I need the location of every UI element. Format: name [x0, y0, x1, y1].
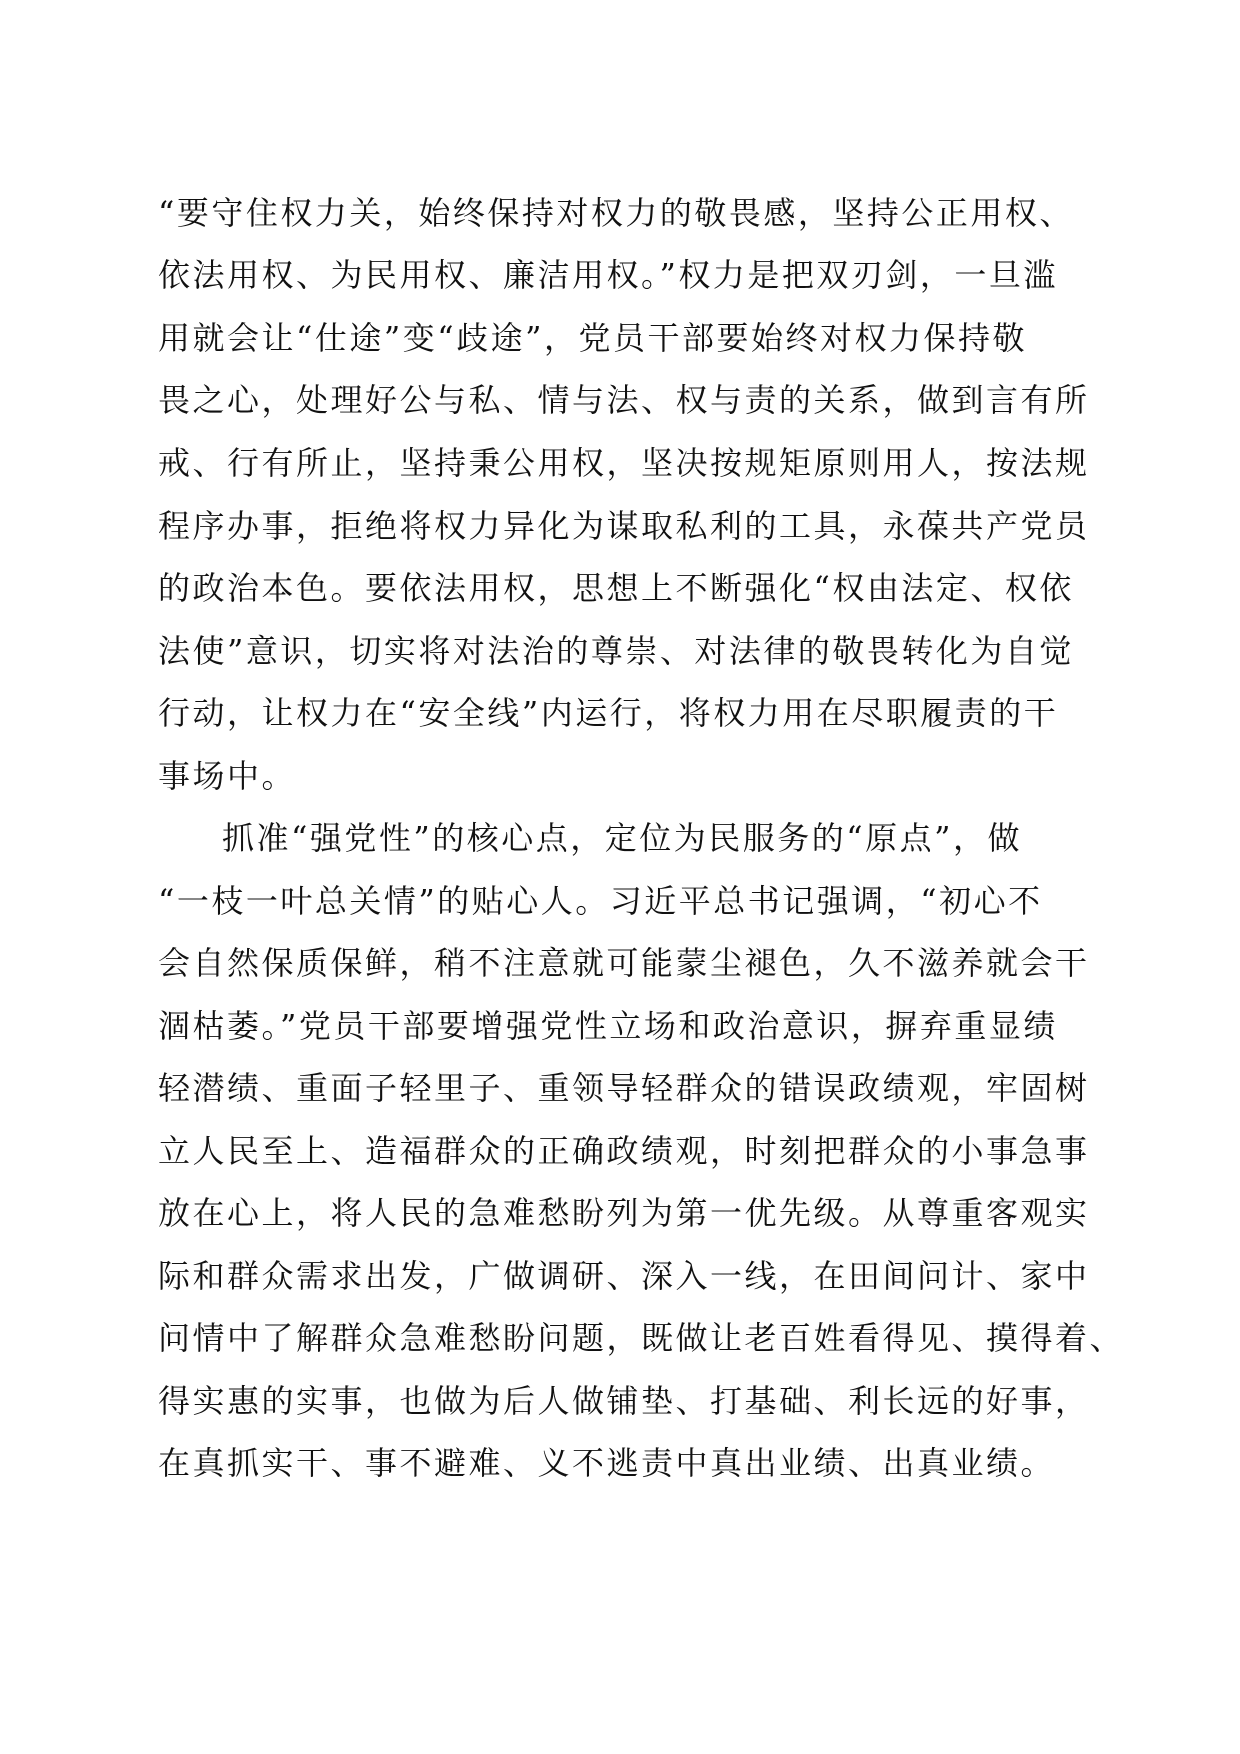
text-line: 事场中。: [158, 757, 297, 795]
text-line: 得实惠的实事，也做为后人做铺垫、打基础、利长远的好事，: [158, 1382, 1090, 1420]
text-line: 在真抓实干、事不避难、义不逃责中真出业绩、出真业绩。: [158, 1444, 1056, 1482]
text-line: 戒、行有所止，坚持秉公用权，坚决按规矩原则用人，按法规: [158, 444, 1090, 482]
text-line: 行动，让权力在“安全线”内运行，将权力用在尽职履责的干: [158, 694, 1059, 732]
text-line: 问情中了解群众急难愁盼问题，既做让老百姓看得见、摸得着、: [158, 1319, 1125, 1357]
text-line: 轻潜绩、重面子轻里子、重领导轻群众的错误政绩观，牢固树: [158, 1069, 1090, 1107]
text-line: 的政治本色。要依法用权，思想上不断强化“权由法定、权依: [158, 569, 1074, 607]
text-line: “一枝一叶总关情”的贴心人。习近平总书记强调，“初心不: [158, 882, 1043, 920]
text-line: “要守住权力关，始终保持对权力的敬畏感，坚持公正用权、: [158, 194, 1074, 232]
text-line: 用就会让“仕途”变“歧途”，党员干部要始终对权力保持敬: [158, 319, 1027, 357]
text-line: 依法用权、为民用权、廉洁用权。”权力是把双刃剑，一旦滥: [158, 256, 1058, 294]
text-line: 涸枯萎。”党员干部要增强党性立场和政治意识，摒弃重显绩: [158, 1007, 1058, 1045]
text-line: 立人民至上、造福群众的正确政绩观，时刻把群众的小事急事: [158, 1132, 1090, 1170]
text-line: 际和群众需求出发，广做调研、深入一线，在田间问计、家中: [158, 1257, 1090, 1295]
text-line: 放在心上，将人民的急难愁盼列为第一优先级。从尊重客观实: [158, 1194, 1090, 1232]
text-line: 程序办事，拒绝将权力异化为谋取私利的工具，永葆共产党员: [158, 507, 1090, 545]
text-line: 会自然保质保鲜，稍不注意就可能蒙尘褪色，久不滋养就会干: [158, 944, 1090, 982]
text-line: 畏之心，处理好公与私、情与法、权与责的关系，做到言有所: [158, 381, 1090, 419]
paragraph-first-line: 抓准“强党性”的核心点，定位为民服务的“原点”，做: [222, 819, 1022, 857]
text-line: 法使”意识，切实将对法治的尊崇、对法律的敬畏转化为自觉: [158, 632, 1074, 670]
